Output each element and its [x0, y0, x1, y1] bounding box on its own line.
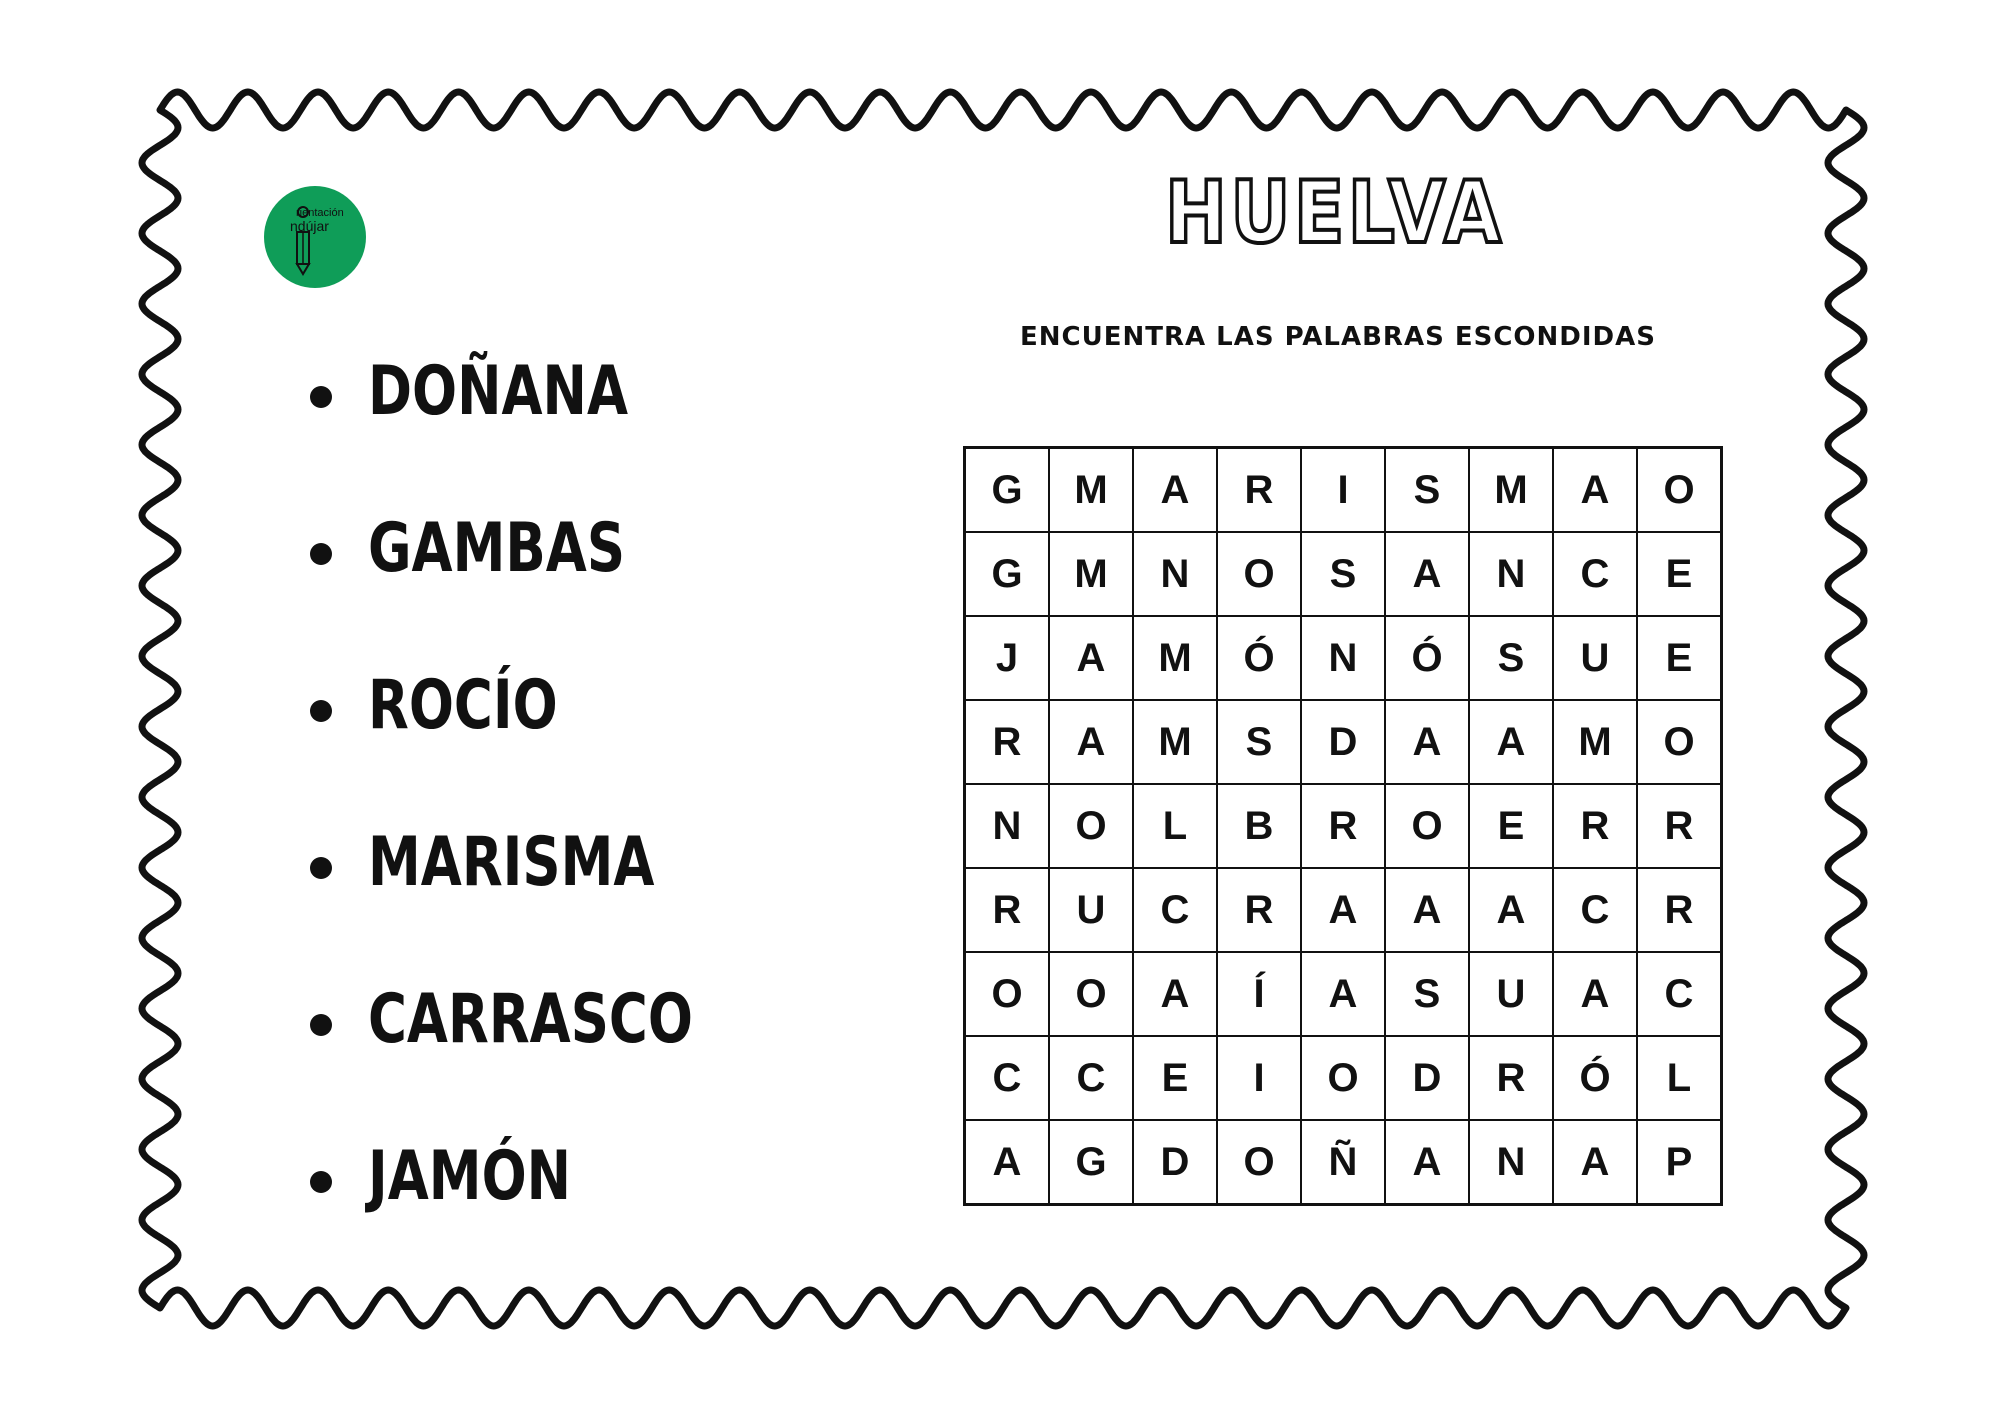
grid-cell[interactable]: C [1049, 1036, 1133, 1120]
grid-cell[interactable]: G [965, 448, 1049, 532]
grid-cell[interactable]: A [1385, 868, 1469, 952]
grid-cell[interactable]: O [1637, 700, 1721, 784]
grid-cell[interactable]: E [1469, 784, 1553, 868]
grid-cell[interactable]: N [1301, 616, 1385, 700]
bullet-icon [310, 1171, 332, 1193]
orientacion-andujar-logo [264, 186, 366, 288]
grid-cell[interactable]: A [965, 1120, 1049, 1204]
bullet-icon [310, 543, 332, 565]
grid-cell[interactable]: C [1553, 868, 1637, 952]
grid-cell[interactable]: J [965, 616, 1049, 700]
grid-cell[interactable]: Ñ [1301, 1120, 1385, 1204]
grid-cell[interactable]: R [1469, 1036, 1553, 1120]
grid-cell[interactable]: C [1637, 952, 1721, 1036]
bullet-icon [310, 700, 332, 722]
grid-cell[interactable]: M [1133, 700, 1217, 784]
grid-cell[interactable]: U [1553, 616, 1637, 700]
grid-cell[interactable]: O [1049, 952, 1133, 1036]
grid-cell[interactable]: A [1301, 868, 1385, 952]
word-label: MARISMA [368, 823, 655, 902]
grid-cell[interactable]: A [1469, 700, 1553, 784]
grid-cell[interactable]: B [1217, 784, 1301, 868]
grid-cell[interactable]: Ó [1217, 616, 1301, 700]
grid-cell[interactable]: R [1301, 784, 1385, 868]
grid-cell[interactable]: G [965, 532, 1049, 616]
grid-cell[interactable]: L [1637, 1036, 1721, 1120]
grid-cell[interactable]: Í [1217, 952, 1301, 1036]
grid-cell[interactable]: I [1301, 448, 1385, 532]
grid-cell[interactable]: S [1385, 952, 1469, 1036]
bullet-icon [310, 857, 332, 879]
grid-cell[interactable]: A [1553, 448, 1637, 532]
pencil-icon [264, 186, 366, 288]
logo-text-line2: ndújar [290, 218, 329, 234]
grid-cell[interactable]: Ó [1553, 1036, 1637, 1120]
grid-cell[interactable]: A [1133, 448, 1217, 532]
grid-cell[interactable]: A [1301, 952, 1385, 1036]
grid-cell[interactable]: A [1553, 952, 1637, 1036]
grid-cell[interactable]: N [1469, 1120, 1553, 1204]
grid-cell[interactable]: E [1637, 532, 1721, 616]
grid-cell[interactable]: O [1217, 1120, 1301, 1204]
grid-cell[interactable]: M [1553, 700, 1637, 784]
grid-cell[interactable]: O [1049, 784, 1133, 868]
grid-cell[interactable]: M [1133, 616, 1217, 700]
grid-cell[interactable]: A [1385, 1120, 1469, 1204]
grid-cell[interactable]: A [1385, 700, 1469, 784]
grid-cell[interactable]: D [1301, 700, 1385, 784]
grid-cell[interactable]: A [1049, 616, 1133, 700]
word-label: JAMÓN [368, 1137, 572, 1216]
instructions-subtitle: ENCUENTRA LAS PALABRAS ESCONDIDAS [1020, 322, 1656, 352]
grid-cell[interactable]: A [1469, 868, 1553, 952]
grid-cell[interactable]: G [1049, 1120, 1133, 1204]
word-label: GAMBAS [368, 509, 626, 588]
grid-cell[interactable]: N [1133, 532, 1217, 616]
grid-cell[interactable]: R [965, 700, 1049, 784]
grid-cell[interactable]: M [1049, 532, 1133, 616]
grid-cell[interactable]: A [1553, 1120, 1637, 1204]
grid-cell[interactable]: O [1637, 448, 1721, 532]
grid-cell[interactable]: C [1133, 868, 1217, 952]
grid-cell[interactable]: N [1469, 532, 1553, 616]
word-search-grid [963, 446, 1723, 1206]
grid-cell[interactable]: R [1637, 784, 1721, 868]
grid-cell[interactable]: D [1133, 1120, 1217, 1204]
grid-cell[interactable]: E [1637, 616, 1721, 700]
grid-cell[interactable]: U [1049, 868, 1133, 952]
grid-cell[interactable]: L [1133, 784, 1217, 868]
grid-cell[interactable]: Ó [1385, 616, 1469, 700]
grid-cell[interactable]: M [1469, 448, 1553, 532]
grid-cell[interactable]: R [965, 868, 1049, 952]
page-title: HUELVA [1165, 163, 1505, 263]
grid-cell[interactable]: D [1385, 1036, 1469, 1120]
bullet-icon [310, 1014, 332, 1036]
grid-cell[interactable]: C [1553, 532, 1637, 616]
grid-cell[interactable]: I [1217, 1036, 1301, 1120]
grid-cell[interactable]: S [1469, 616, 1553, 700]
grid-cell[interactable]: E [1133, 1036, 1217, 1120]
grid-cell[interactable]: R [1553, 784, 1637, 868]
grid-cell[interactable]: R [1217, 868, 1301, 952]
grid-cell[interactable]: U [1469, 952, 1553, 1036]
bullet-icon [310, 386, 332, 408]
grid-cell[interactable]: A [1133, 952, 1217, 1036]
grid-cell[interactable]: S [1301, 532, 1385, 616]
word-label: CARRASCO [368, 980, 693, 1059]
grid-cell[interactable]: S [1385, 448, 1469, 532]
grid-cell[interactable]: A [1049, 700, 1133, 784]
grid-cell[interactable]: S [1217, 700, 1301, 784]
word-label: ROCÍO [368, 666, 558, 745]
grid-cell[interactable]: O [1385, 784, 1469, 868]
grid-cell[interactable]: O [965, 952, 1049, 1036]
grid-cell[interactable]: O [1301, 1036, 1385, 1120]
grid-cell[interactable]: R [1637, 868, 1721, 952]
grid-cell[interactable]: R [1217, 448, 1301, 532]
grid-cell[interactable]: P [1637, 1120, 1721, 1204]
grid-cell[interactable]: N [965, 784, 1049, 868]
grid-cell[interactable]: A [1385, 532, 1469, 616]
grid-cell[interactable]: O [1217, 532, 1301, 616]
grid-cell[interactable]: M [1049, 448, 1133, 532]
logo-text-line1: rientación [296, 207, 344, 219]
word-label: DOÑANA [368, 352, 628, 431]
grid-cell[interactable]: C [965, 1036, 1049, 1120]
